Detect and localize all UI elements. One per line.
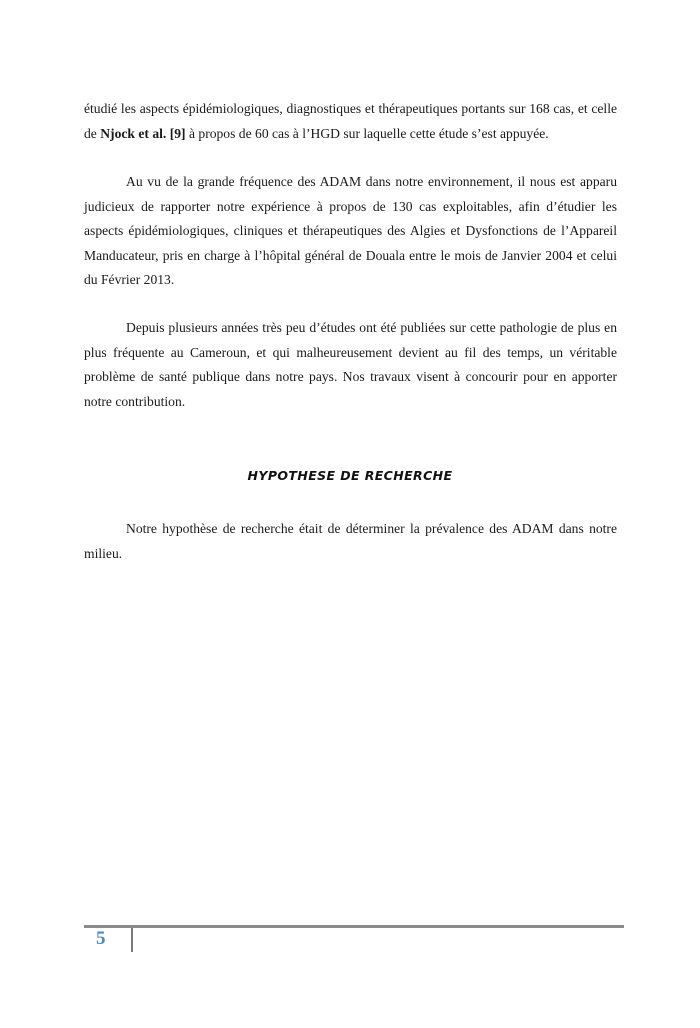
citation-reference: Njock et al. [9] xyxy=(100,125,186,141)
paragraph-study-purpose: Au vu de la grande fréquence des ADAM dans notre environnement, il nous est apparu judicieux de rapporter notre expérience à propos de 130 cas exploitables, afin d’étudier les aspects épidémiologiques, cliniques et thérapeutiques des Algies et Dysfonctions de l’Appareil Manducateur, pris en charge à l’hôpital général de Douala entre le mois de Janvier 2004 et celui du Février 2013. xyxy=(84,174,617,287)
paragraph-text: celle de xyxy=(84,101,617,141)
footer-rule xyxy=(84,925,624,928)
paragraph-prior-studies xyxy=(84,97,617,146)
footer-divider xyxy=(131,928,133,952)
paragraph-hypothesis: Notre hypothèse de recherche était de déterminer la prévalence des ADAM dans notre milieu. xyxy=(84,521,617,561)
paragraph-context: Depuis plusieurs années très peu d’études ont été publiées sur cette pathologie de plus en plus fréquente au Cameroun, et qui malheureusement devient au fil des temps, un véritable problème de santé publique dans notre pays. Nos travaux visent à concourir pour en apporter notre contribution. xyxy=(84,320,617,409)
paragraph-line: étudié les aspects épidémiologiques, diagnostiques et thérapeutiques portants sur 168 cas, et xyxy=(84,101,588,116)
section-heading: HYPOTHESE DE RECHERCHE xyxy=(247,468,453,483)
page-number: 5 xyxy=(96,928,106,949)
paragraph-text: à propos de 60 cas à l’HGD sur laquelle cette étude s’est appuyée. xyxy=(185,125,549,141)
